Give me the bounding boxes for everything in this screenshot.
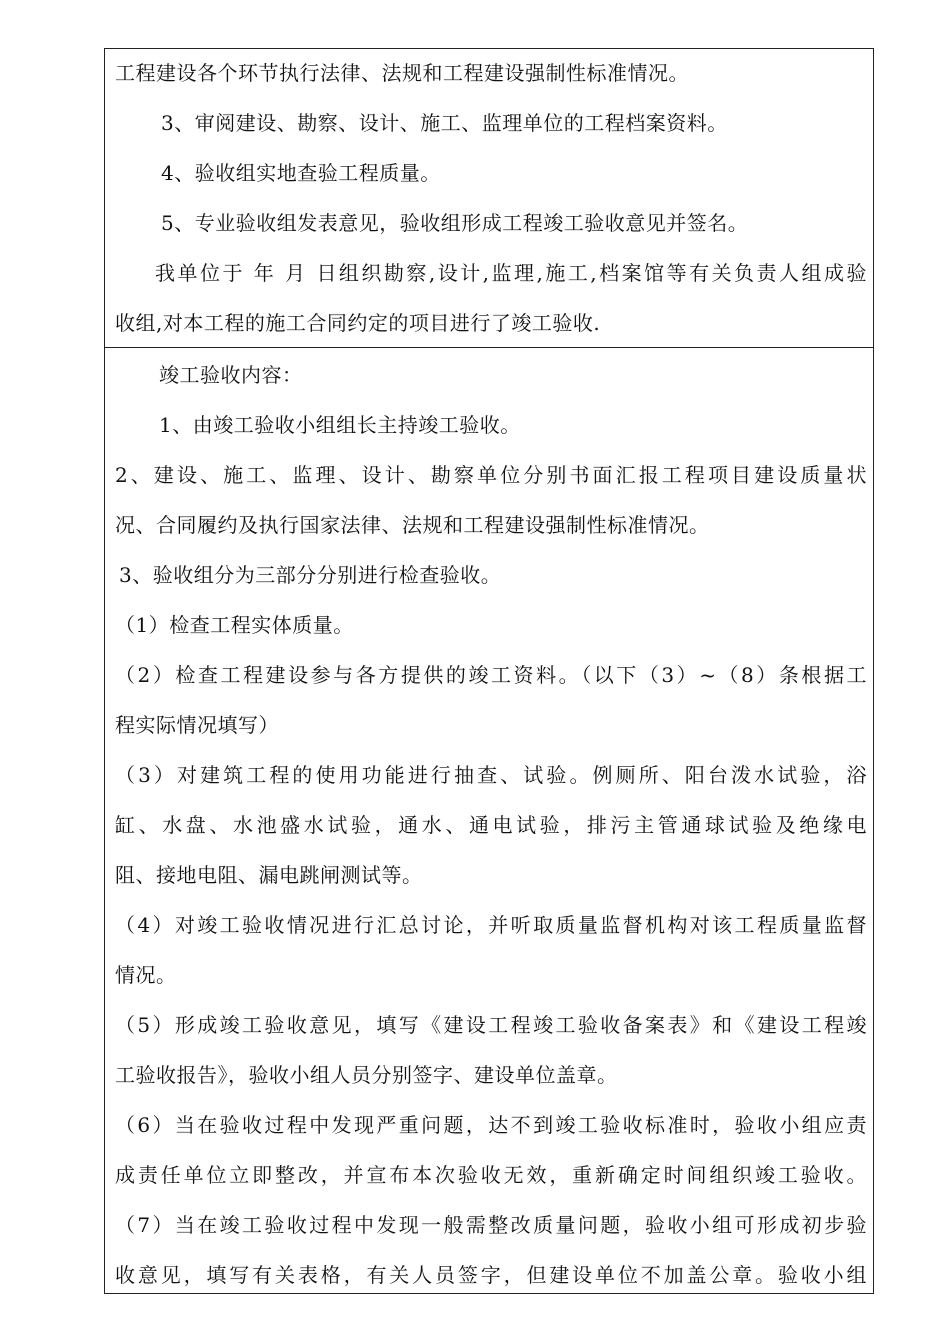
- text-line: （3）对建筑工程的使用功能进行抽查、试验。例厕所、阳台泼水试验，浴: [115, 763, 867, 787]
- text-line: 工程建设各个环节执行法律、法规和工程建设强制性标准情况。: [115, 61, 689, 85]
- text-line: 我单位于 年 月 日组织勘察,设计,监理,施工,档案馆等有关负责人组成验: [155, 261, 867, 285]
- text-line: （4）对竣工验收情况进行汇总讨论，并听取质量监督机构对该工程质量监督: [115, 913, 867, 937]
- text-line: 5、专业验收组发表意见，验收组形成工程竣工验收意见并签名。: [161, 211, 749, 235]
- text-line: 2、建设、施工、监理、设计、勘察单位分别书面汇报工程项目建设质量状: [115, 463, 867, 487]
- text-line: 成责任单位立即整改，并宣布本次验收无效，重新确定时间组织竣工验收。: [115, 1163, 867, 1187]
- text-line: 3、验收组分为三部分分别进行检查验收。: [119, 563, 502, 587]
- section-heading: 竣工验收内容：: [159, 363, 303, 387]
- text-line: 缸、水盘、水池盛水试验，通水、通电试验，排污主管通球试验及绝缘电: [115, 813, 867, 837]
- text-line: 收组,对本工程的施工合同约定的项目进行了竣工验收.: [115, 311, 601, 335]
- text-line: 4、验收组实地查验工程质量。: [161, 161, 441, 185]
- document-table: [104, 48, 874, 1294]
- text-line: （5）形成竣工验收意见，填写《建设工程竣工验收备案表》和《建设工程竣: [115, 1013, 867, 1037]
- text-line: （6）当在验收过程中发现严重问题，达不到竣工验收标准时，验收小组应责: [115, 1113, 867, 1137]
- text-line: 情况。: [115, 963, 177, 987]
- text-line: 阻、接地电阻、漏电跳闸测试等。: [115, 863, 423, 887]
- text-line: 3、审阅建设、勘察、设计、施工、监理单位的工程档案资料。: [161, 111, 728, 135]
- text-line: 工验收报告》，验收小组人员分别签字、建设单位盖章。: [115, 1063, 618, 1087]
- text-line: 程实际情况填写）: [115, 713, 279, 737]
- text-line: 况、合同履约及执行国家法律、法规和工程建设强制性标准情况。: [115, 513, 710, 537]
- text-line: 收意见，填写有关表格，有关人员签字，但建设单位不加盖公章。验收小组: [115, 1263, 867, 1287]
- text-line: （1）检查工程实体质量。: [115, 613, 354, 637]
- table-divider: [105, 347, 873, 348]
- text-line: 1、由竣工验收小组组长主持竣工验收。: [159, 413, 521, 437]
- text-line: （2）检查工程建设参与各方提供的竣工资料。（以下（3）~（8）条根据工: [115, 663, 867, 687]
- text-line: （7）当在竣工验收过程中发现一般需整改质量问题，验收小组可形成初步验: [115, 1213, 867, 1237]
